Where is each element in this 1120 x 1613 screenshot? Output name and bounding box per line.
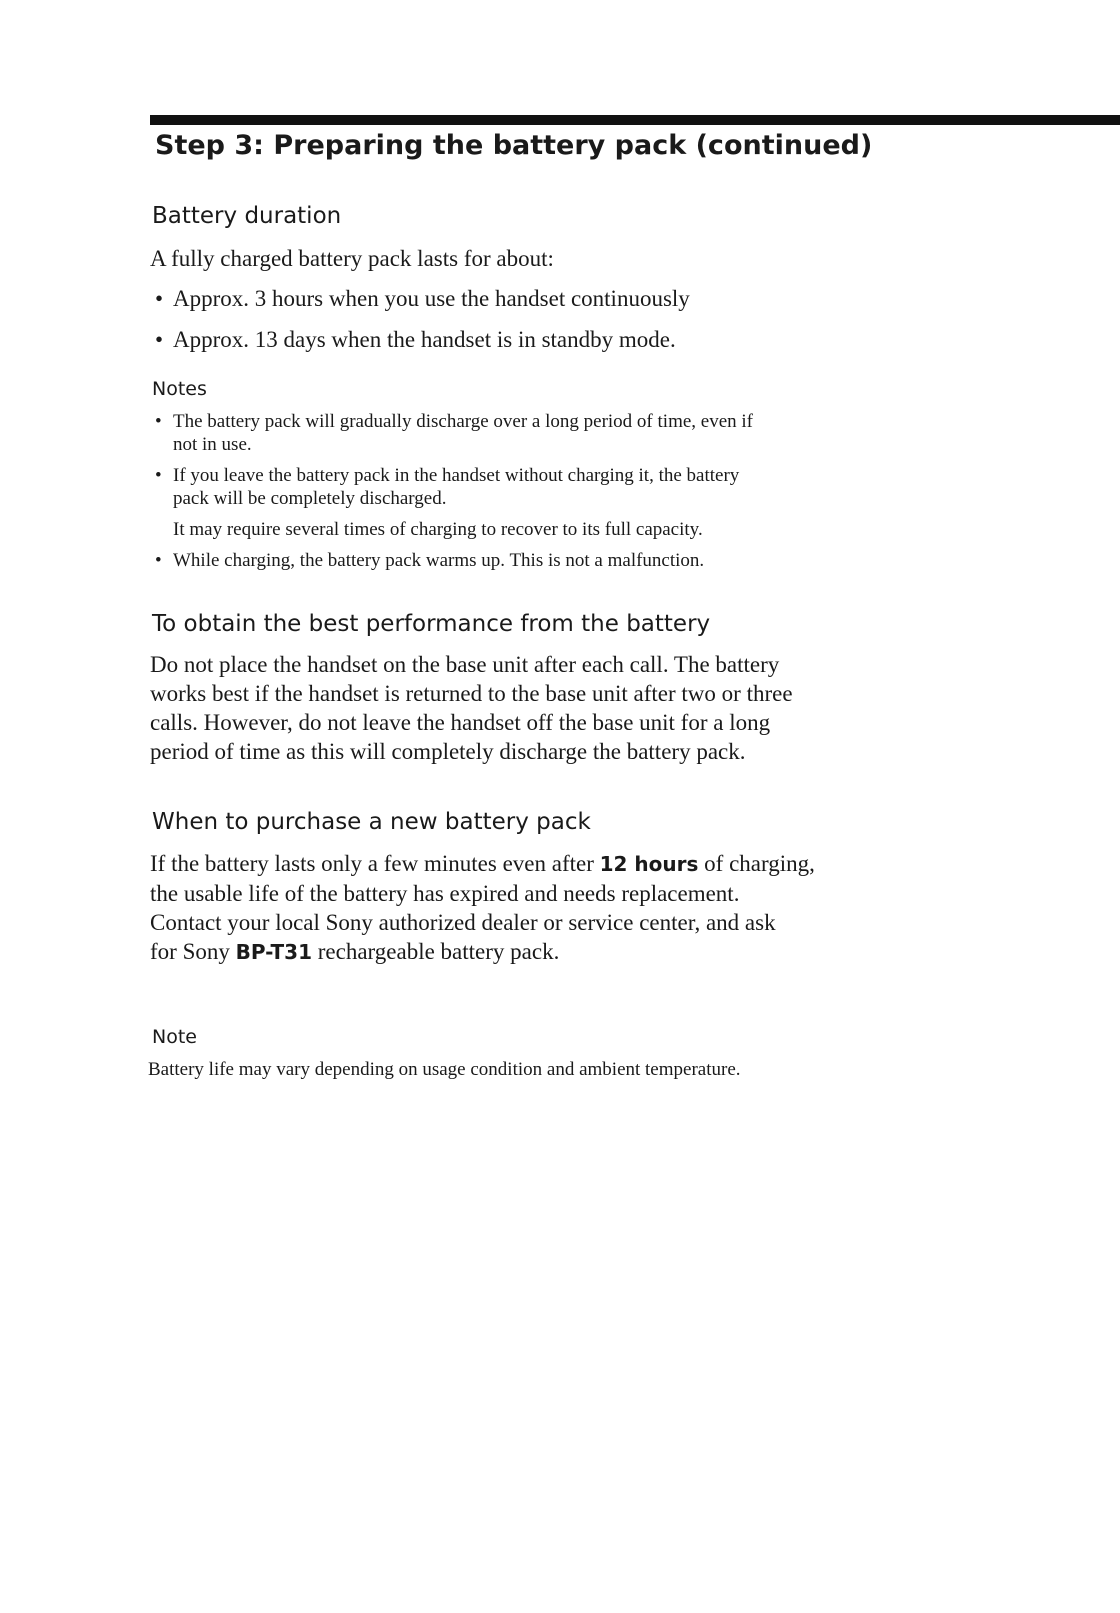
note-line: While charging, the battery pack warms up. This is not a malfunction.	[173, 550, 705, 571]
paragraph-line: of charging,	[698, 851, 815, 876]
paragraph-line: Contact your local Sony authorized dealer or service center, and ask	[150, 910, 776, 935]
charging-hours: 12 hours	[599, 852, 699, 876]
note-line: not in use.	[173, 434, 252, 455]
notes-list	[155, 410, 753, 580]
list-item: • Approx. 3 hours when you use the handset continuously	[155, 284, 690, 313]
battery-model: BP-T31	[235, 940, 313, 964]
paragraph-line: calls. However, do not leave the handset off the base unit for a long	[150, 710, 771, 735]
list-item	[155, 410, 753, 456]
list-item	[155, 549, 753, 572]
paragraph-line: period of time as this will completely discharge the battery pack.	[150, 739, 746, 764]
list-item: • Approx. 13 days when the handset is in standby mode.	[155, 325, 690, 354]
best-performance-heading: To obtain the best performance from the battery	[152, 611, 711, 637]
paragraph-line: for Sony	[150, 939, 236, 964]
paragraph-line: If the battery lasts only a few minutes even after	[150, 851, 600, 876]
paragraph-line: the usable life of the battery has expired and needs replacement.	[150, 881, 740, 906]
note-line: pack will be completely discharged.	[173, 488, 447, 509]
paragraph-line: Do not place the handset on the base unit after each call. The battery	[150, 652, 780, 677]
notes-label: Notes	[152, 378, 207, 400]
note-text: Battery life may vary depending on usage condition and ambient temperature.	[148, 1059, 741, 1080]
list-item	[155, 464, 753, 541]
note-line: The battery pack will gradually discharge over a long period of time, even if	[173, 411, 754, 432]
best-performance-text	[150, 650, 793, 766]
note-line: It may require several times of charging to recover to its full capacity.	[173, 519, 703, 540]
note-line: If you leave the battery pack in the handset without charging it, the battery	[173, 465, 740, 486]
note-label: Note	[152, 1026, 197, 1048]
battery-duration-intro: A fully charged battery pack lasts for about:	[150, 246, 554, 271]
battery-duration-heading: Battery duration	[152, 203, 342, 229]
new-battery-text	[150, 849, 815, 967]
battery-duration-list	[155, 284, 690, 366]
paragraph-line: rechargeable battery pack.	[312, 939, 560, 964]
new-battery-heading: When to purchase a new battery pack	[152, 809, 591, 835]
header-rule	[150, 115, 1120, 125]
page-title: Step 3: Preparing the battery pack (continued)	[155, 130, 873, 161]
paragraph-line: works best if the handset is returned to the base unit after two or three	[150, 681, 793, 706]
